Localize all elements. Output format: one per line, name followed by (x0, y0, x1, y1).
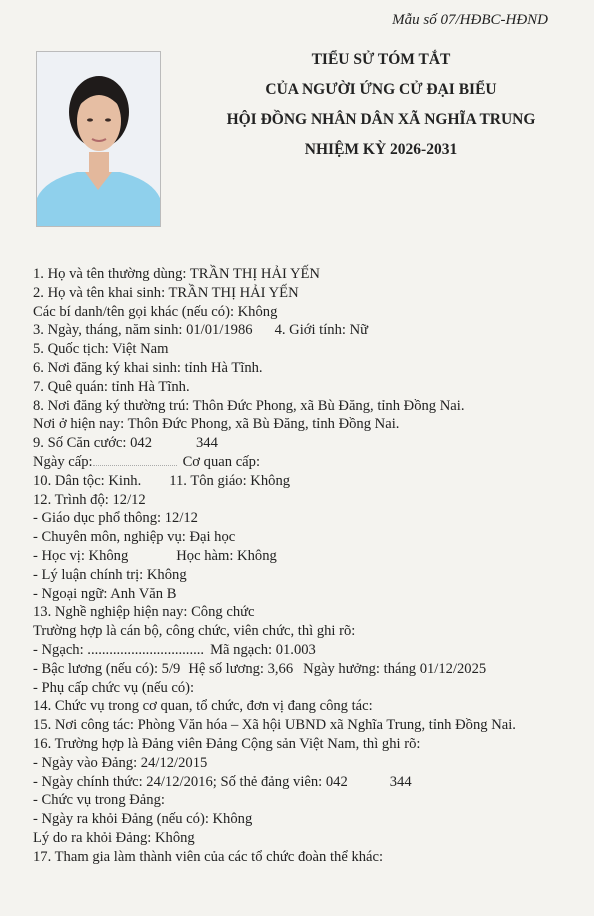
field-education-level: 12. Trình độ: 12/12 (33, 491, 146, 508)
field-political-theory: - Lý luận chính trị: Không (33, 566, 187, 583)
field-alias: Các bí danh/tên gọi khác (nếu có): Không (33, 303, 278, 320)
field-birth-registration: 6. Nơi đăng ký khai sinh: tỉnh Hà Tĩnh. (33, 359, 263, 376)
field-party-official-date: - Ngày chính thức: 24/12/2016; Số thẻ đảng viên: 042 (33, 773, 348, 790)
field-current-residence: Nơi ở hiện nay: Thôn Đức Phong, xã Bù Đăng, tỉnh Đồng Nai. (33, 416, 400, 433)
field-degree: - Học vị: Không (33, 547, 129, 564)
field-salary-level: - Bậc lương (nếu có): 5/9 (33, 660, 181, 677)
field-salary-date: Ngày hưởng: tháng 01/12/2025 (303, 660, 487, 677)
field-id-issue (33, 453, 588, 472)
header-council: HỘI ĐỒNG NHÂN DÂN XÃ NGHĨA TRUNG (226, 111, 536, 128)
field-occupation: 13. Nghề nghiệp hiện nay: Công chức (33, 604, 255, 621)
document-header (196, 45, 566, 165)
field-civil-note: Trường hợp là cán bộ, công chức, viên chức, thì ghi rõ: (33, 623, 356, 640)
field-allowance: - Phụ cấp chức vụ (nếu có): (33, 679, 195, 696)
field-birth-date: 3. Ngày, tháng, năm sinh: 01/01/1986 (33, 322, 253, 339)
field-gender: 4. Giới tính: Nữ (274, 322, 369, 339)
biography-body (33, 265, 588, 867)
header-term: NHIỆM KỲ 2026-2031 (304, 141, 458, 158)
field-general-education: - Giáo dục phổ thông: 12/12 (33, 510, 198, 527)
field-grade (33, 641, 588, 660)
field-grade-label: - Ngạch: ................................ (33, 641, 205, 658)
portrait-photo (36, 51, 161, 227)
field-party-official (33, 773, 588, 792)
form-code: Mẫu số 07/HĐBC-HĐND (392, 12, 548, 28)
field-party-card-suffix: 344 (389, 773, 412, 790)
header-title: TIỂU SỬ TÓM TẮT (311, 51, 451, 68)
field-party-leave: - Ngày ra khỏi Đảng (nếu có): Không (33, 811, 253, 828)
field-grade-code: Mã ngạch: 01.003 (210, 641, 316, 658)
header-subtitle: CỦA NGƯỜI ỨNG CỬ ĐẠI BIỂU (265, 81, 497, 98)
field-salary-coefficient: Hệ số lương: 3,66 (188, 660, 294, 677)
field-salary (33, 660, 588, 679)
field-common-name: 1. Họ và tên thường dùng: TRẦN THỊ HẢI YẾN (33, 266, 320, 282)
field-id-prefix: 9. Số Căn cước: 042 (33, 435, 152, 452)
field-academic-rank: Học hàm: Không (176, 547, 277, 564)
field-issue-agency: Cơ quan cấp: (182, 453, 261, 470)
redacted-area (93, 455, 177, 466)
field-birth-date-gender (33, 321, 588, 340)
field-birth-name: 2. Họ và tên khai sinh: TRẦN THỊ HẢI YẾN (33, 284, 299, 301)
field-party-join-date: - Ngày vào Đảng: 24/12/2015 (33, 754, 208, 771)
field-religion: 11. Tôn giáo: Không (169, 472, 291, 489)
field-party-member: 16. Trường hợp là Đảng viên Đảng Cộng sản Việt Nam, thì ghi rõ: (33, 735, 421, 752)
field-degree-rank (33, 547, 588, 566)
field-organizations: 17. Tham gia làm thành viên của các tổ chức đoàn thể khác: (33, 848, 384, 865)
field-id-number (33, 434, 588, 453)
portrait-image (37, 52, 160, 226)
field-position: 14. Chức vụ trong cơ quan, tổ chức, đơn vị đang công tác: (33, 698, 373, 715)
field-ethnicity-religion (33, 472, 588, 491)
field-id-suffix: 344 (196, 435, 218, 452)
field-ethnicity: 10. Dân tộc: Kinh. (33, 472, 142, 489)
field-workplace: 15. Nơi công tác: Phòng Văn hóa – Xã hội UBND xã Nghĩa Trung, tỉnh Đồng Nai. (33, 717, 516, 734)
field-party-position: - Chức vụ trong Đảng: (33, 792, 165, 809)
field-specialty: - Chuyên môn, nghiệp vụ: Đại học (33, 529, 236, 546)
field-permanent-address: 8. Nơi đăng ký thường trú: Thôn Đức Phong, xã Bù Đăng, tỉnh Đồng Nai. (33, 397, 465, 414)
field-nationality: 5. Quốc tịch: Việt Nam (33, 341, 169, 358)
field-foreign-language: - Ngoại ngữ: Anh Văn B (33, 585, 177, 602)
field-party-leave-reason: Lý do ra khỏi Đảng: Không (33, 829, 195, 846)
field-hometown: 7. Quê quán: tỉnh Hà Tĩnh. (33, 378, 190, 395)
field-issue-date: Ngày cấp: (33, 453, 93, 470)
